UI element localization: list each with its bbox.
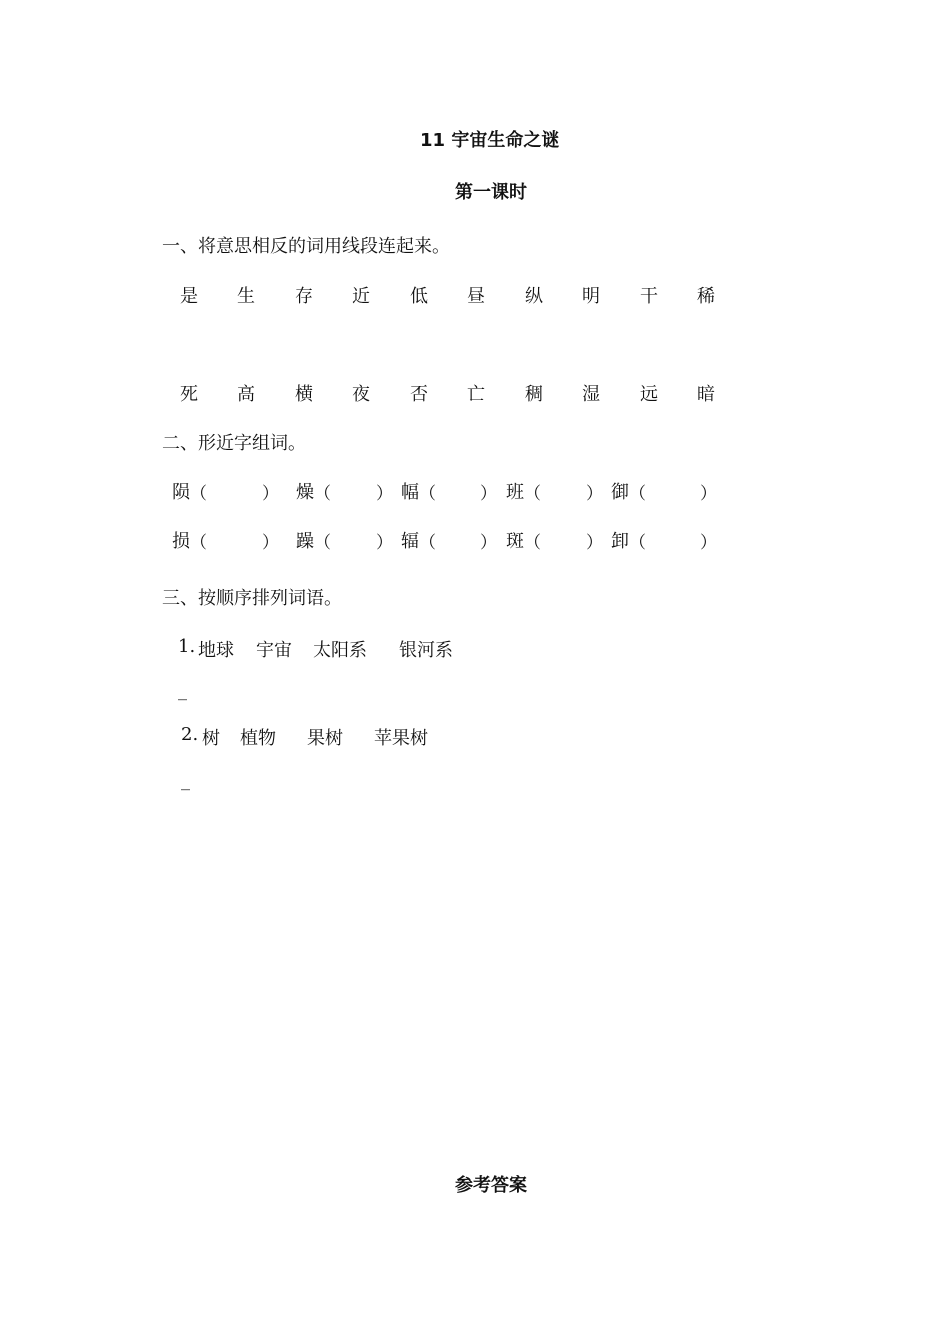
top-char: 纵	[525, 286, 543, 307]
page-title: 11 宇宙生命之谜	[420, 130, 560, 151]
open-paren: （	[314, 533, 331, 553]
bottom-char: 稠	[525, 384, 543, 405]
open-paren: （	[524, 533, 541, 553]
answer-line: _	[178, 680, 187, 701]
top-char: 干	[640, 286, 658, 307]
top-char: 近	[352, 286, 370, 307]
top-char: 存	[295, 286, 313, 307]
word-item: 树	[202, 728, 220, 749]
close-paren: ）	[586, 484, 603, 504]
bottom-char: 暗	[697, 384, 715, 405]
similar-char: 幅	[401, 482, 419, 503]
close-paren: ）	[586, 533, 603, 553]
top-char: 昼	[467, 286, 485, 307]
open-paren: （	[524, 484, 541, 504]
top-char: 稀	[697, 286, 715, 307]
word-item: 太阳系	[313, 640, 367, 661]
bottom-char: 死	[180, 384, 198, 405]
bottom-char: 夜	[352, 384, 370, 405]
open-paren: （	[314, 484, 331, 504]
word-item: 银河系	[399, 640, 453, 661]
similar-char: 躁	[296, 531, 314, 552]
open-paren: （	[419, 533, 436, 553]
similar-char: 辐	[401, 531, 419, 552]
open-paren: （	[419, 484, 436, 504]
similar-char: 损	[172, 531, 190, 552]
bottom-char: 横	[295, 384, 313, 405]
section2-heading: 二、形近字组词。	[162, 433, 306, 454]
question-number: 1.	[178, 636, 196, 657]
answers-heading: 参考答案	[455, 1175, 527, 1196]
similar-char: 陨	[172, 482, 190, 503]
open-paren: （	[190, 533, 207, 553]
answer-line: _	[181, 770, 190, 791]
open-paren: （	[629, 484, 646, 504]
section1-heading: 一、将意思相反的词用线段连起来。	[162, 236, 450, 257]
bottom-char: 湿	[582, 384, 600, 405]
similar-char: 燥	[296, 482, 314, 503]
word-item: 地球	[198, 640, 234, 661]
close-paren: ）	[376, 484, 393, 504]
top-char: 生	[237, 286, 255, 307]
page-subtitle: 第一课时	[455, 182, 527, 203]
close-paren: ）	[376, 533, 393, 553]
bottom-char: 亡	[467, 384, 485, 405]
top-char: 低	[410, 286, 428, 307]
bottom-char: 否	[410, 384, 428, 405]
similar-char: 御	[611, 482, 629, 503]
open-paren: （	[629, 533, 646, 553]
top-char: 明	[582, 286, 600, 307]
open-paren: （	[190, 484, 207, 504]
close-paren: ）	[480, 533, 497, 553]
top-char: 是	[180, 286, 198, 307]
bottom-char: 高	[237, 384, 255, 405]
close-paren: ）	[700, 484, 717, 504]
word-item: 果树	[307, 728, 343, 749]
similar-char: 班	[506, 482, 524, 503]
word-item: 苹果树	[374, 728, 428, 749]
section3-heading: 三、按顺序排列词语。	[162, 588, 342, 609]
word-item: 植物	[240, 728, 276, 749]
question-number: 2.	[181, 724, 199, 745]
similar-char: 卸	[611, 531, 629, 552]
similar-char: 斑	[506, 531, 524, 552]
bottom-char: 远	[640, 384, 658, 405]
close-paren: ）	[262, 484, 279, 504]
close-paren: ）	[262, 533, 279, 553]
close-paren: ）	[700, 533, 717, 553]
close-paren: ）	[480, 484, 497, 504]
word-item: 宇宙	[256, 640, 292, 661]
